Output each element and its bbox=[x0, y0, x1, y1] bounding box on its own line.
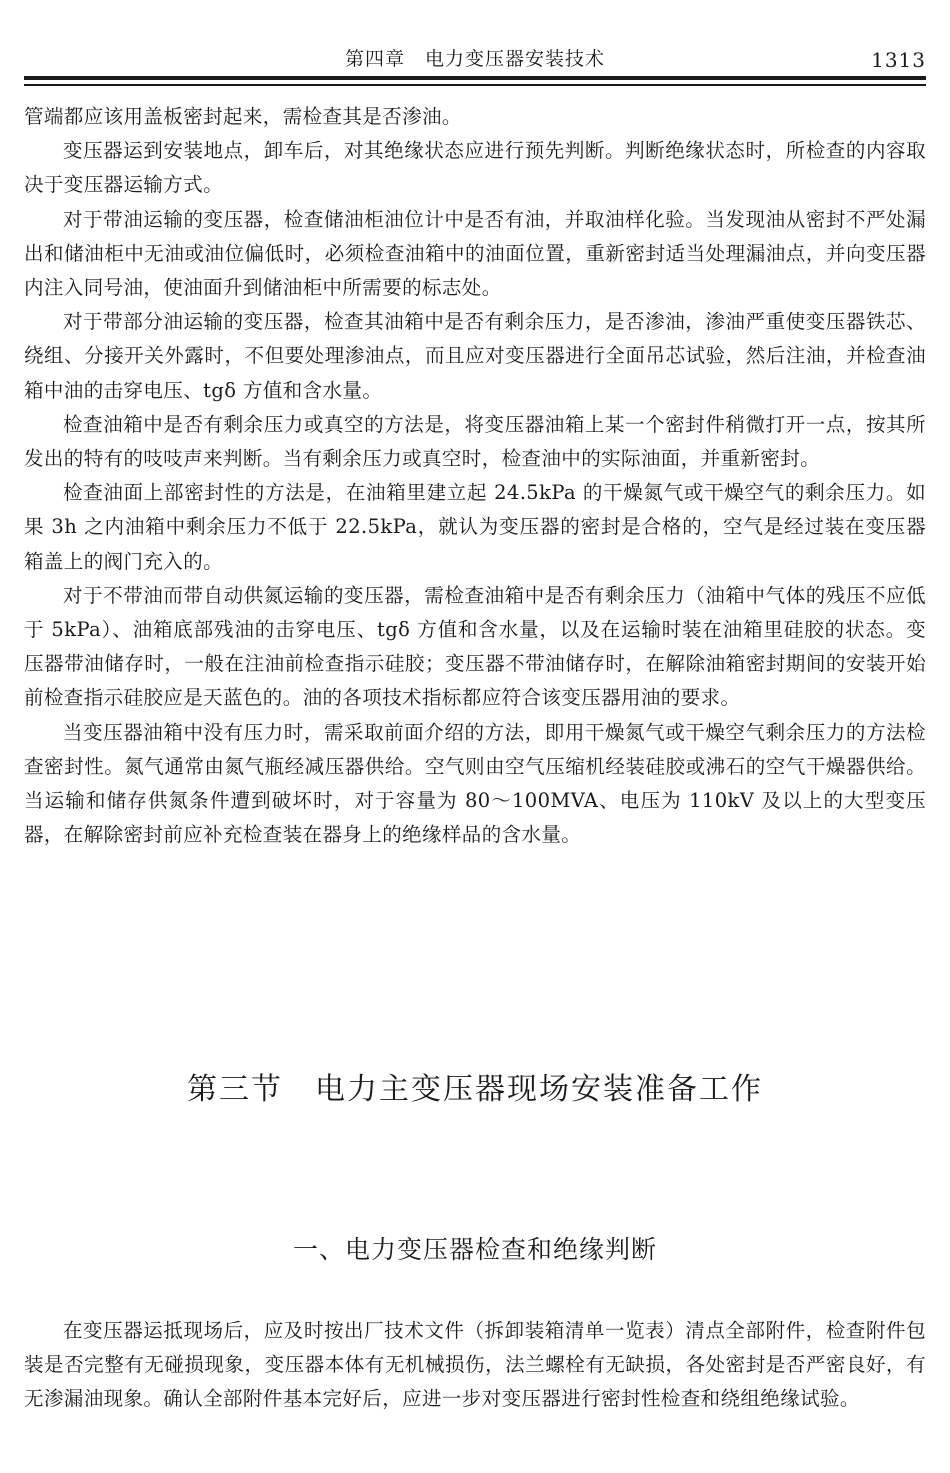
chapter-header-title: 第四章 电力变压器安装技术 bbox=[344, 48, 605, 70]
section-title: 第三节 电力主变压器现场安装准备工作 bbox=[187, 1072, 763, 1107]
page-number: 1313 bbox=[871, 48, 926, 72]
header-rule-thin bbox=[24, 84, 926, 86]
paragraph: 检查油面上部密封性的方法是，在油箱里建立起 24.5kPa 的干燥氮气或干燥空气的剩余压力。如果 3h 之内油箱中剩余压力不低于 22.5kPa，就认为变压器的密封是合格的，空气是经过装在变压器箱盖上的阀门充入的。 bbox=[24, 481, 926, 573]
running-header bbox=[24, 40, 926, 76]
paragraph: 对于带油运输的变压器，检查储油柜油位计中是否有油，并取油样化验。当发现油从密封不严处漏出和储油柜中无油或油位偏低时，必须检查油箱中的油面位置，重新密封适当处理漏油点，并向变压器内注入同号油，使油面升到储油柜中所需要的标志处。 bbox=[24, 207, 926, 300]
paragraph: 对于不带油而带自动供氮运输的变压器，需检查油箱中是否有剩余压力（油箱中气体的残压不应低于 5kPa）、油箱底部残油的击穿电压、tgδ 方值和含水量，以及在运输时装在油箱里硅胶的状态。变压器带油储存时，一般在注油前检查指示硅胶；变压器不带油储存时，在解除油箱密封期间的安装开始前检查指示硅胶应是天蓝色的。油的各项技术指标都应符合该变压器用油的要求。 bbox=[24, 583, 926, 710]
subsection-body bbox=[24, 1314, 926, 1417]
paragraph: 变压器运到安装地点，卸车后，对其绝缘状态应进行预先判断。判断绝缘状态时，所检查的内容取决于变压器运输方式。 bbox=[24, 139, 926, 197]
paragraph: 对于带部分油运输的变压器，检查其油箱中是否有剩余压力，是否渗油，渗油严重使变压器铁芯、绕组、分接开关外露时，不但要处理渗油点，而且应对变压器进行全面吊芯试验，然后注油，并检查油箱中油的击穿电压、tgδ 方值和含水量。 bbox=[24, 310, 926, 402]
paragraph: 在变压器运抵现场后，应及时按出厂技术文件（拆卸装箱清单一览表）清点全部附件，检查附件包装是否完整有无碰损现象，变压器本体有无机械损伤，法兰螺栓有无缺损，各处密封是否严密良好，有无渗漏油现象。确认全部附件基本完好后，应进一步对变压器进行密封性检查和绕组绝缘试验。 bbox=[24, 1319, 926, 1411]
paragraph: 当变压器油箱中没有压力时，需采取前面介绍的方法，即用干燥氮气或干燥空气剩余压力的方法检查密封性。氮气通常由氮气瓶经减压器供给。空气则由空气压缩机经装硅胶或沸石的空气干燥器供给。当运输和储存供氮条件遭到破坏时，对于容量为 80～100MVA、电压为 110kV 及以上的大型变压器，在解除密封前应补充检查装在器身上的绝缘样品的含水量。 bbox=[24, 720, 926, 847]
subsection-title: 一、电力变压器检查和绝缘判断 bbox=[292, 1235, 657, 1264]
paragraph: 检查油箱中是否有剩余压力或真空的方法是，将变压器油箱上某一个密封件稍微打开一点，按其所发出的特有的吱吱声来判断。当有剩余压力或真空时，检查油中的实际油面，并重新密封。 bbox=[24, 412, 926, 471]
header-rule-thick bbox=[24, 76, 926, 80]
body-text bbox=[24, 100, 926, 852]
paragraph-continuation: 管端都应该用盖板密封起来，需检查其是否渗油。 bbox=[24, 105, 462, 128]
